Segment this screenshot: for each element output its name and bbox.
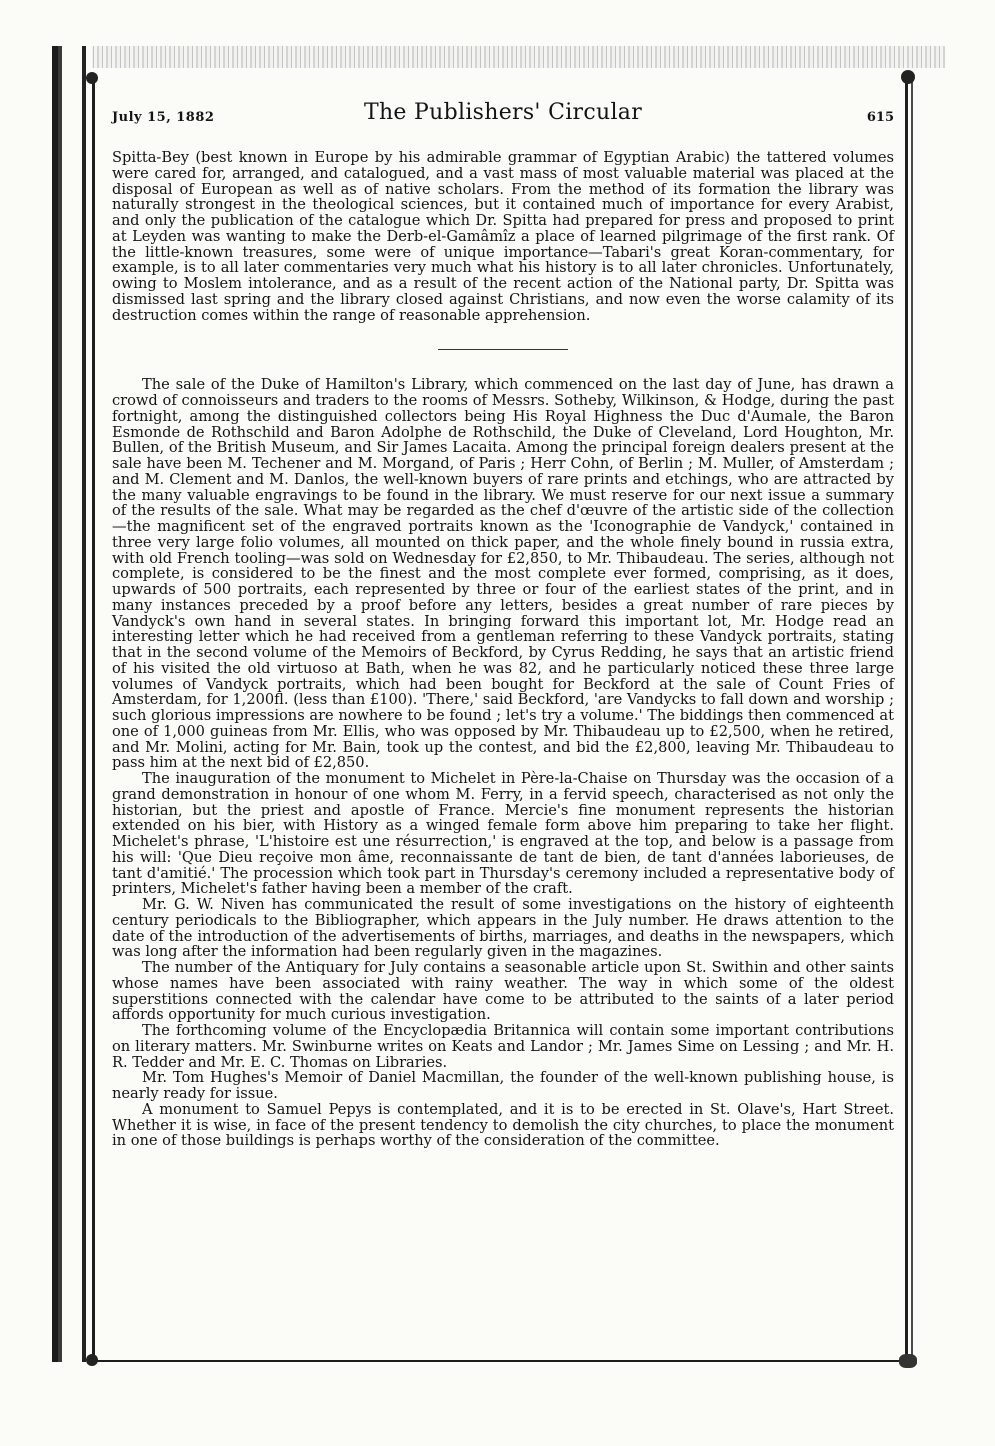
border-rule-left bbox=[92, 80, 95, 1362]
paragraph-spitta-library: Spitta-Bey (best known in Europe by his admirable grammar of Egyptian Arabic) the tattered volumes were cared for, arranged, and catalogued, and a vast mass of most valuable material was placed at the disposal of European as well as of native scholars. From the method of its formation the library was naturally strongest in the theological sciences, but it contained much of importance for every Arabist, and only the publication of the catalogue which Dr. Spitta had prepared for press and proposed to print at Leyden was wanting to make the Derb-el-Gamâmîz a place of learned pilgrimage of the first rank. Of the little-known treasures, some were of unique importance—Tabari's great Koran-commentary, for example, is to all later commentaries very much what his history is to all later chronicles. Unfortunately, owing to Moslem intolerance, and as a result of the recent action of the National party, Dr. Spitta was dismissed last spring and the library closed against Christians, and now even the worse calamity of its destruction comes within the range of reasonable apprehension. bbox=[112, 149, 894, 324]
corner-ornament-icon bbox=[86, 72, 98, 84]
border-rule-right-inner bbox=[911, 78, 913, 1364]
article-body bbox=[112, 150, 894, 1149]
corner-ornament-icon bbox=[899, 1354, 917, 1368]
issue-date: July 15, 1882 bbox=[112, 110, 215, 125]
paragraph-encyclopaedia: The forthcoming volume of the Encyclopædia Britannica will contain some important contributions on literary matters. Mr. Swinburne writes on Keats and Landor ; Mr. James Sime on Lessing ; and Mr. H. R. Tedder and Mr. E. C. Thomas on Libraries. bbox=[112, 1022, 894, 1071]
paragraph-hamilton-sale: The sale of the Duke of Hamilton's Library, which commenced on the last day of June, has drawn a crowd of connoisseurs and traders to the rooms of Messrs. Sotheby, Wilkinson, & Hodge, during the past fortnight, among the distinguished collectors being His Royal Highness the Duc d'Aumale, the Baron Esmonde de Rothschild and Baron Adolphe de Rothschild, the Duke of Cleveland, Lord Houghton, Mr. Bullen, of the British Museum, and Sir James Lacaita. Among the principal foreign dealers present at the sale have been M. Techener and M. Morgand, of Paris ; Herr Cohn, of Berlin ; M. Muller, of Amsterdam ; and M. Clement and M. Danlos, the well-known buyers of rare prints and etchings, who are attracted by the many valuable engravings to be found in the library. We must reserve for our next issue a summary of the results of the sale. What may be regarded as the chef d'œuvre of the artistic side of the collection—the magnificent set of the engraved portraits known as the 'Iconographie de Vandyck,' contained in three very large folio volumes, all mounted on thick paper, and the whole finely bound in russia extra, with old French tooling—was sold on Wednesday for £2,850, to Mr. Thibaudeau. The series, although not complete, is considered to be the finest and the most complete ever formed, comprising, as it does, upwards of 500 portraits, each represented by three or four of the earliest states of the print, and in many instances preceded by a proof before any letters, besides a great number of rare pieces by Vandyck's own hand in several states. In bringing forward this important lot, Mr. Hodge read an interesting letter which he had received from a gentleman referring to these Vandyck portraits, stating that in the second volume of the Memoirs of Beckford, by Cyrus Redding, he says that an artistic friend of his visited the old virtuoso at Bath, when he was 82, and he particularly noticed these three large volumes of Vandyck portraits, which had been bought for Beckford at the sale of Count Fries of Amsterdam, for 1,200fl. (less than £100). 'There,' said Beckford, 'are Vandycks to fall down and worship ; such glorious impressions are nowhere to be found ; let's try a volume.' The biddings then commenced at one of 1,000 guineas from Mr. Ellis, who was opposed by Mr. Thibaudeau up to £2,500, when he retired, and Mr. Molini, acting for Mr. Bain, took up the contest, and bid the £2,800, leaving Mr. Thibaudeau to pass him at the next bid of £2,850. bbox=[112, 376, 894, 772]
publication-title: The Publishers' Circular bbox=[363, 100, 643, 125]
section-divider bbox=[438, 349, 568, 350]
scan-edge-left bbox=[52, 46, 92, 1362]
corner-ornament-icon bbox=[901, 70, 915, 84]
border-rule-right bbox=[905, 78, 908, 1364]
corner-ornament-icon bbox=[86, 1354, 98, 1366]
paragraph-hughes-memoir: Mr. Tom Hughes's Memoir of Daniel Macmillan, the founder of the well-known publishing house, is nearly ready for issue. bbox=[112, 1069, 894, 1102]
border-rule-bottom bbox=[92, 1360, 906, 1362]
paragraph-niven-bibliographer: Mr. G. W. Niven has communicated the result of some investigations on the history of eighteenth century periodicals to the Bibliographer, which appears in the July number. He draws attention to the date of the introduction of the advertisements of births, marriages, and deaths in the newspapers, which was long after the information had been regularly given in the magazines. bbox=[112, 896, 894, 961]
paragraph-michelet-monument: The inauguration of the monument to Michelet in Père-la-Chaise on Thursday was the occasion of a grand demonstration in honour of one whom M. Ferry, in a fervid speech, characterised as not only the historian, but the priest and apostle of France. Mercie's fine monument represents the historian extended on his bier, with History as a winged female form above him preparing to take her flight. Michelet's phrase, 'L'histoire est une résurrection,' is engraved at the top, and below is a passage from his will: 'Que Dieu reçoive mon âme, reconnaissante de tant de bien, de tant d'années laborieuses, de tant d'amitié.' The procession which took part in Thursday's ceremony included a representative body of printers, Michelet's father having been a member of the craft. bbox=[112, 770, 894, 898]
page-number: 615 bbox=[866, 110, 894, 125]
page-header bbox=[112, 100, 894, 134]
paragraph-antiquary: The number of the Antiquary for July contains a seasonable article upon St. Swithin and other saints whose names have been associated with rainy weather. The way in which some of the oldest superstitions connected with the calendar have come to be attributed to the saints of a later period affords opportunity for much curious investigation. bbox=[112, 959, 894, 1024]
scan-edge-top bbox=[52, 46, 945, 68]
paragraph-pepys-monument: A monument to Samuel Pepys is contemplated, and it is to be erected in St. Olave's, Hart Street. Whether it is wise, in face of the present tendency to demolish the city churches, to place the monument in one of those buildings is perhaps worthy of the consideration of the committee. bbox=[112, 1100, 894, 1150]
